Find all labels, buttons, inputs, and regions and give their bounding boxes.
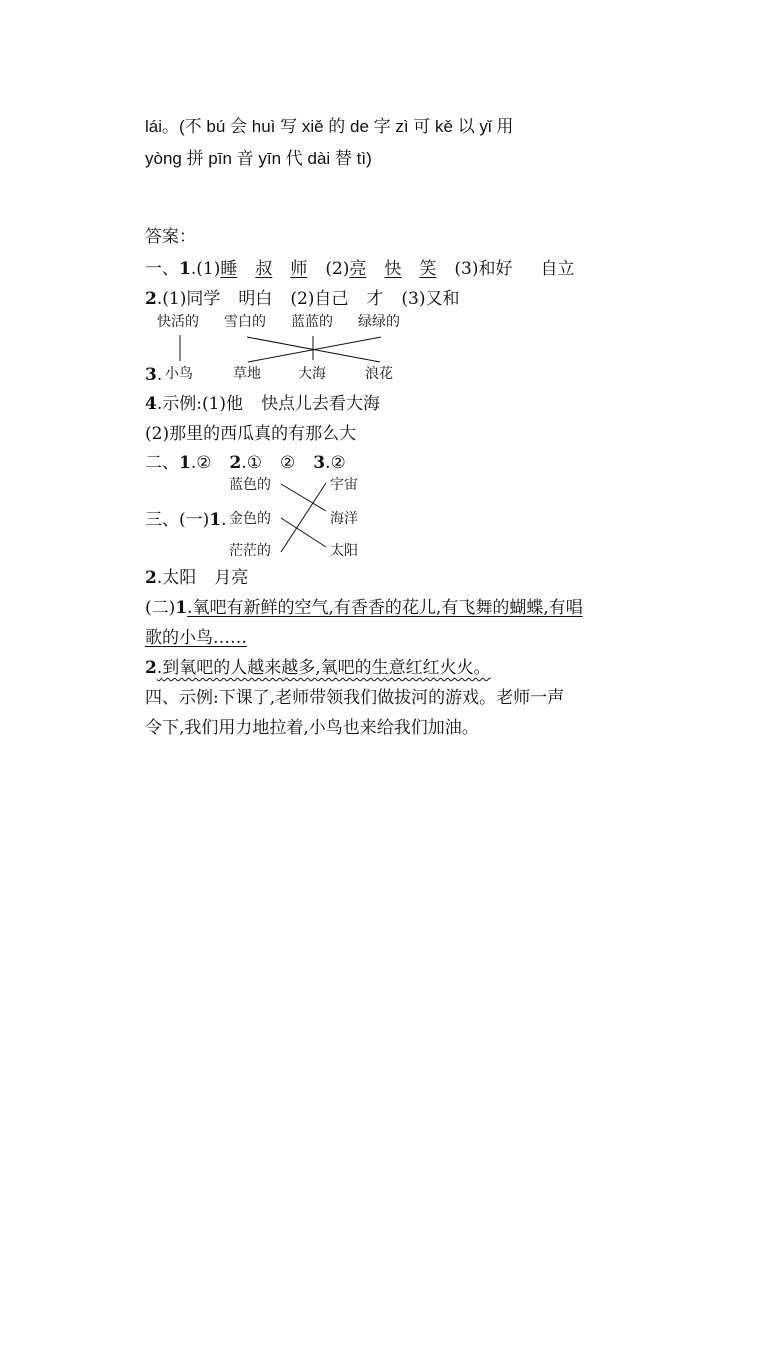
match1-bottom-2: 大海 <box>298 366 326 382</box>
match2-left-2: 茫茫的 <box>229 543 271 559</box>
match2-left-0: 蓝色的 <box>229 477 271 493</box>
s3-part2-line-2 <box>145 627 247 649</box>
match1-top-3: 绿绿的 <box>358 314 400 330</box>
answer-heading: 答案： <box>145 227 196 247</box>
s2-num-3: 3 <box>313 453 326 473</box>
pinyin-line-1: lái。(不 bú 会 huì 写 xiě 的 de 字 zì 可 kě 以 yǐ 用 <box>145 117 514 136</box>
s3-part2-dot-2: . <box>156 658 163 678</box>
s2-a1: .② <box>190 453 212 473</box>
s1-l2-a: .(1)同学 <box>156 289 221 309</box>
s3-line-1 <box>145 509 227 531</box>
s1-l2-b: 明白 <box>238 289 273 309</box>
s1-q3-b: 自立 <box>540 259 575 279</box>
match2-line-lanse-haiyang <box>281 484 326 511</box>
s1-l4-b: 快点儿去看大海 <box>261 394 381 414</box>
s3-line-2 <box>145 567 248 589</box>
match1-bottom-3: 浪花 <box>365 366 393 382</box>
s1-num-3: 3 <box>145 365 157 385</box>
s2-a2: .① <box>241 453 262 473</box>
s3-part2-prefix: (二) <box>145 598 176 618</box>
s2-prefix: 二、 <box>145 453 179 473</box>
s1-l4: .示例:(1)他 <box>156 394 244 414</box>
s1-q1-b: 叔 <box>255 259 273 279</box>
s4-line-1: 四、示例:下课了,老师带领我们做拔河的游戏。老师一声 <box>145 688 565 708</box>
s2-a2-b: ② <box>280 453 296 473</box>
s1-l2-d: 才 <box>366 289 384 309</box>
s3-num-1-dot: . <box>221 510 227 530</box>
match2-right-0: 宇宙 <box>330 477 358 493</box>
s1-q2-c: 笑 <box>419 259 437 279</box>
s1-num-3-dot: . <box>156 365 163 385</box>
s1-q2-b: 快 <box>384 259 402 279</box>
s4-line-2: 令下,我们用力地拉着,小鸟也来给我们加油。 <box>145 718 479 738</box>
s1-line-3 <box>145 364 162 386</box>
s1-q1-c: 师 <box>290 259 308 279</box>
s1-num-1: 1 <box>179 259 191 279</box>
s2-num-2: 2 <box>229 453 242 473</box>
match1-bottom-1: 草地 <box>233 366 261 382</box>
s3-part2-answer-2: 到氧吧的人越来越多,氧吧的生意红红火火。 <box>162 658 491 678</box>
s3-num-1: 1 <box>209 510 222 530</box>
s3-part2-num-1: 1 <box>175 598 188 618</box>
s3-part2-dot: . <box>187 598 193 618</box>
match2-left-1: 金色的 <box>229 511 271 527</box>
s3-part2-num-2: 2 <box>145 658 157 678</box>
pinyin-line-2: yòng 拼 pīn 音 yīn 代 dài 替 tì) <box>145 149 372 168</box>
s1-prefix: 一、 <box>145 259 179 279</box>
s1-l2-e: (3)又和 <box>401 289 460 309</box>
s3-num-2: 2 <box>145 568 157 588</box>
s1-l2-c: (2)自己 <box>290 289 349 309</box>
s1-q1-open: .(1) <box>190 259 221 279</box>
s1-q3: (3)和好 <box>454 259 513 279</box>
s1-q2-a: 亮 <box>349 259 367 279</box>
s2-a3: .② <box>325 453 346 473</box>
match1-top-1: 雪白的 <box>224 314 266 330</box>
s2-line <box>145 452 346 474</box>
match2-right-1: 海洋 <box>330 511 358 527</box>
match1-top-2: 蓝蓝的 <box>291 314 333 330</box>
s1-line-5: (2)那里的西瓜真的有那么大 <box>145 424 357 444</box>
match2-line-mangmang-yuzhou <box>281 483 326 552</box>
match1-bottom-0: 小鸟 <box>165 366 193 382</box>
s3-a2-b: 月亮 <box>214 568 249 588</box>
s3-part2-answer-1a: 氧吧有新鲜的空气,有香香的花儿,有飞舞的蝴蝶,有唱 <box>192 598 583 618</box>
match2-right-2: 太阳 <box>330 543 358 559</box>
s1-q2-open: (2) <box>325 259 350 279</box>
match2-line-jinse-taiyang <box>281 518 326 547</box>
s1-num-4: 4 <box>145 394 157 414</box>
s1-q1-a: 睡 <box>220 259 238 279</box>
s2-num-1: 1 <box>179 453 191 473</box>
s3-part2-line-1 <box>145 597 583 619</box>
s3-a2: .太阳 <box>156 568 197 588</box>
s3-part2-line-3 <box>145 657 491 679</box>
s1-num-2: 2 <box>145 289 157 309</box>
s3-prefix: 三、(一) <box>145 510 210 530</box>
s3-part2-answer-1b: 歌的小鸟…… <box>145 628 247 648</box>
s1-line-4 <box>145 393 380 415</box>
match1-top-0: 快活的 <box>157 314 199 330</box>
